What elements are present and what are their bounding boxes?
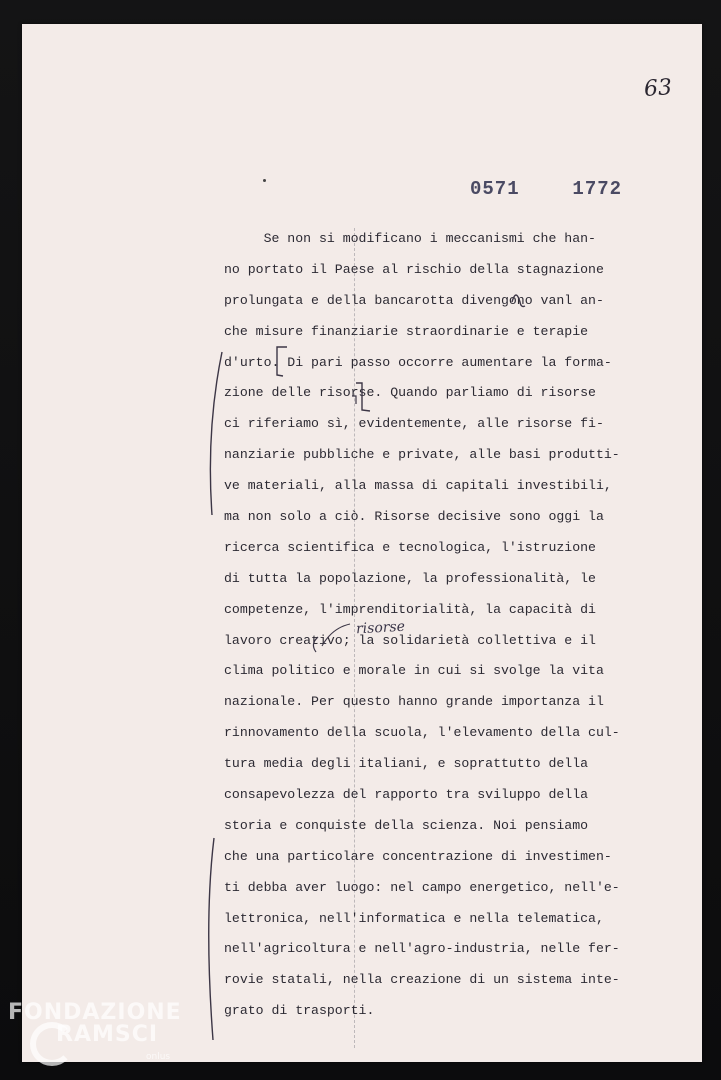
bracket-mark [352, 396, 356, 404]
text-line: no portato il Paese al rischio della stagnazione [224, 261, 604, 277]
watermark-logo [8, 1000, 188, 1062]
insertion-arrow [322, 624, 350, 646]
text-line: rovie statali, nella creazione di un sistema inte- [224, 972, 620, 988]
archive-code-part-1: 0571 [470, 178, 520, 200]
text-line: ti debba aver luogo: nel campo energetico, nell'e- [224, 879, 620, 895]
text-line: nazionale. Per questo hanno grande importanza il [224, 694, 604, 710]
text-line: di tutta la popolazione, la professionalità, le [224, 570, 596, 586]
insertion-mark [313, 637, 318, 652]
text-line: lavoro creativo; la solidarietà collettiva e il [224, 632, 596, 648]
text-line: storia e conquiste della scienza. Noi pensiamo [224, 817, 589, 833]
margin-line-lower [209, 838, 214, 1040]
margin-line-upper [210, 352, 222, 515]
text-line: ci riferiamo sì, evidentemente, alle risorse fi- [224, 416, 604, 432]
text-line: clima politico e morale in cui si svolge la vita [224, 663, 604, 679]
text-line: d'urto. Di pari passo occorre aumentare la forma- [224, 354, 612, 370]
text-line: ricerca scientifica e tecnologica, l'istruzione [224, 539, 596, 555]
archive-code-part-2: 1772 [572, 178, 623, 200]
text-line: ma non solo a ciò. Risorse decisive sono oggi la [224, 509, 604, 525]
text-line: nell'agricoltura e nell'agro-industria, nelle fer- [224, 941, 620, 957]
watermark-suffix: onlus [146, 1052, 171, 1062]
handwritten-correction [512, 295, 525, 307]
text-line: competenze, l'imprenditorialità, la capacità di [224, 601, 596, 617]
text-line: nanziarie pubbliche e private, alle basi produtti- [224, 447, 620, 463]
text-line: rinnovamento della scuola, l'elevamento della cul- [224, 725, 620, 741]
watermark-line1: FONDAZIONE [8, 1000, 182, 1025]
text-line: che misure finanziarie straordinarie e terapie [224, 323, 589, 339]
text-line: ve materiali, alla massa di capitali investibili, [224, 478, 612, 494]
bracket-open-2 [356, 383, 370, 411]
text-line: grato di trasporti. [224, 1003, 375, 1019]
handwritten-annotation: risorse [355, 618, 406, 638]
text-line: Se non si modificano i meccanismi che han- [224, 231, 596, 246]
text-line: consapevolezza del rapporto tra sviluppo della [224, 787, 589, 803]
bracket-open-1 [277, 347, 287, 376]
text-line: che una particolare concentrazione di investimen- [224, 848, 612, 864]
watermark-line2: RAMSCI [56, 1022, 159, 1047]
handwritten-page-number: 63 [643, 75, 673, 102]
text-line: tura media degli italiani, e soprattutto della [224, 756, 589, 772]
text-line: lettronica, nell'informatica e nella telematica, [224, 910, 604, 926]
text-line: prolungata e della bancarotta divengono vanl an- [224, 292, 604, 308]
text-line: zione delle risorse. Quando parliamo di risorse [224, 385, 596, 401]
